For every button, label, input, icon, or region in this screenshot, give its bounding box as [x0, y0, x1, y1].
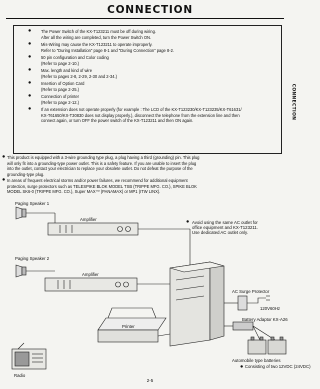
- speaker-2-icon: [16, 265, 22, 277]
- box-line: (Refer to page 2-12.): [41, 99, 80, 105]
- note-line: will only fit into a grounding-type power outlet. This is a safety feature. If you are unable to insert the plug: [7, 160, 197, 166]
- surge-protector-icon: [238, 296, 247, 310]
- outlet-note-line: Use dedicated AC outlet only.: [192, 230, 249, 235]
- note-line: into the outlet, contact your electrician to replace your obsolete outlet. Do not defeat the purpose of the: [7, 166, 193, 172]
- note-line: grounding-type plug.: [7, 171, 45, 177]
- bullet-icon: ●: [28, 93, 32, 99]
- bullet-icon: ●: [28, 54, 32, 60]
- bullet-icon: ●: [28, 80, 32, 86]
- amplifier-2-box: [45, 278, 137, 291]
- amplifier-1-box: [48, 223, 138, 235]
- bullet-icon: ●: [2, 154, 6, 160]
- note-line: MODEL SK6-0 (TRIPPE MFG. CO.), Super MAX™ (PANAMAX) or MP1 (ITW LINX).: [7, 189, 161, 195]
- amplifier-1-label: Amplifier: [80, 217, 97, 222]
- speaker-1-icon: [16, 207, 22, 219]
- box-line: (Refer to page 2-25.): [41, 86, 80, 92]
- outlet-note: [186, 219, 259, 235]
- box-line: After all the wiring are completed, turn the Power Switch ON.: [41, 34, 152, 40]
- box-line: Max. length and kind of wire: [41, 68, 92, 73]
- radio-label: Radio: [14, 373, 26, 378]
- amplifier-2-label: Amplifier: [82, 272, 99, 277]
- box-line: Refer to "During Installation" page 8-1 and "During Connection" page 8-2.: [41, 47, 175, 53]
- note-line: In areas of frequent electrical storms and/or power failures, we recommend for additional equipment: [7, 178, 188, 183]
- battery-spec-label: Consisting of two 12VDC (24VDC): [244, 364, 311, 369]
- batteries-label: Automobile type batteries: [232, 358, 281, 363]
- bullet-icon: ●: [28, 67, 32, 73]
- page-title: CONNECTION: [107, 4, 193, 16]
- box-line: Connection of printer: [41, 94, 80, 99]
- bullet-icon: ●: [2, 177, 6, 183]
- paging-speaker-1-label: Paging Speaker 1: [15, 201, 50, 206]
- voltage-label: 120V60Hz: [260, 306, 281, 311]
- note-line: This product is equipped with a 3-wire grounding type plug, a plug having a third (grounding) pin. This plug: [7, 155, 200, 160]
- battery-icon: [248, 340, 266, 354]
- box-line: KX-T61650/KX-T30830 does not display properly.), disconnect the telephone from the extension line and then: [41, 112, 240, 118]
- box-line: The Power Switch of the KX-T123211 must be off during wiring.: [41, 29, 156, 34]
- bullet-icon: ●: [240, 364, 245, 370]
- note-line: protection, surge protectors such as TELESPIKE BLOK MODEL TSB (TRIPPE MFG. CO.), SPIKE BLOK: [7, 183, 197, 189]
- bullet-icon: ●: [28, 28, 32, 34]
- box-line: (Refer to page 2-10.): [41, 60, 80, 66]
- surge-protector-label: AC Surge Protector: [232, 289, 270, 294]
- outlet-note-line: office equipment and KX-T123211.: [192, 225, 259, 230]
- box-line: (Refer to pages 2-8, 2-29, 2-30 and 2-34.): [41, 73, 118, 79]
- bullet-icon: ●: [28, 41, 32, 47]
- box-line: If an extension does not operate properly (for example : The LCD of the KX-T123230/KX-T123235/KX-T61631/: [41, 107, 242, 112]
- battery-adaptor-label: Battery Adaptor KX-A26: [242, 317, 288, 322]
- box-line: 50 pin configuration and Color coding: [41, 55, 109, 60]
- battery-icon: [268, 340, 286, 354]
- kx-unit-front: [170, 262, 210, 346]
- page-number: 2-5: [146, 378, 154, 383]
- battery-adaptor-icon: [233, 322, 253, 330]
- battery-spec: [240, 364, 311, 370]
- side-tab-label: CONNECTION: [290, 83, 295, 121]
- bullet-icon: ●: [186, 219, 190, 225]
- printer-label: Printer: [122, 324, 135, 329]
- box-line: Insertion of Option Card: [41, 81, 85, 86]
- bullet-icon: ●: [28, 106, 32, 112]
- outlet-note-line: Avoid using the same AC outlet for: [192, 220, 258, 225]
- box-line: Mis-Wiring may cause the KX-T123211 to operate improperly.: [41, 42, 153, 47]
- box-line: connect again, or turn OFF the power switch of the KX-T123211 and then ON again.: [41, 118, 194, 124]
- paging-speaker-2-label: Paging Speaker 2: [15, 256, 50, 261]
